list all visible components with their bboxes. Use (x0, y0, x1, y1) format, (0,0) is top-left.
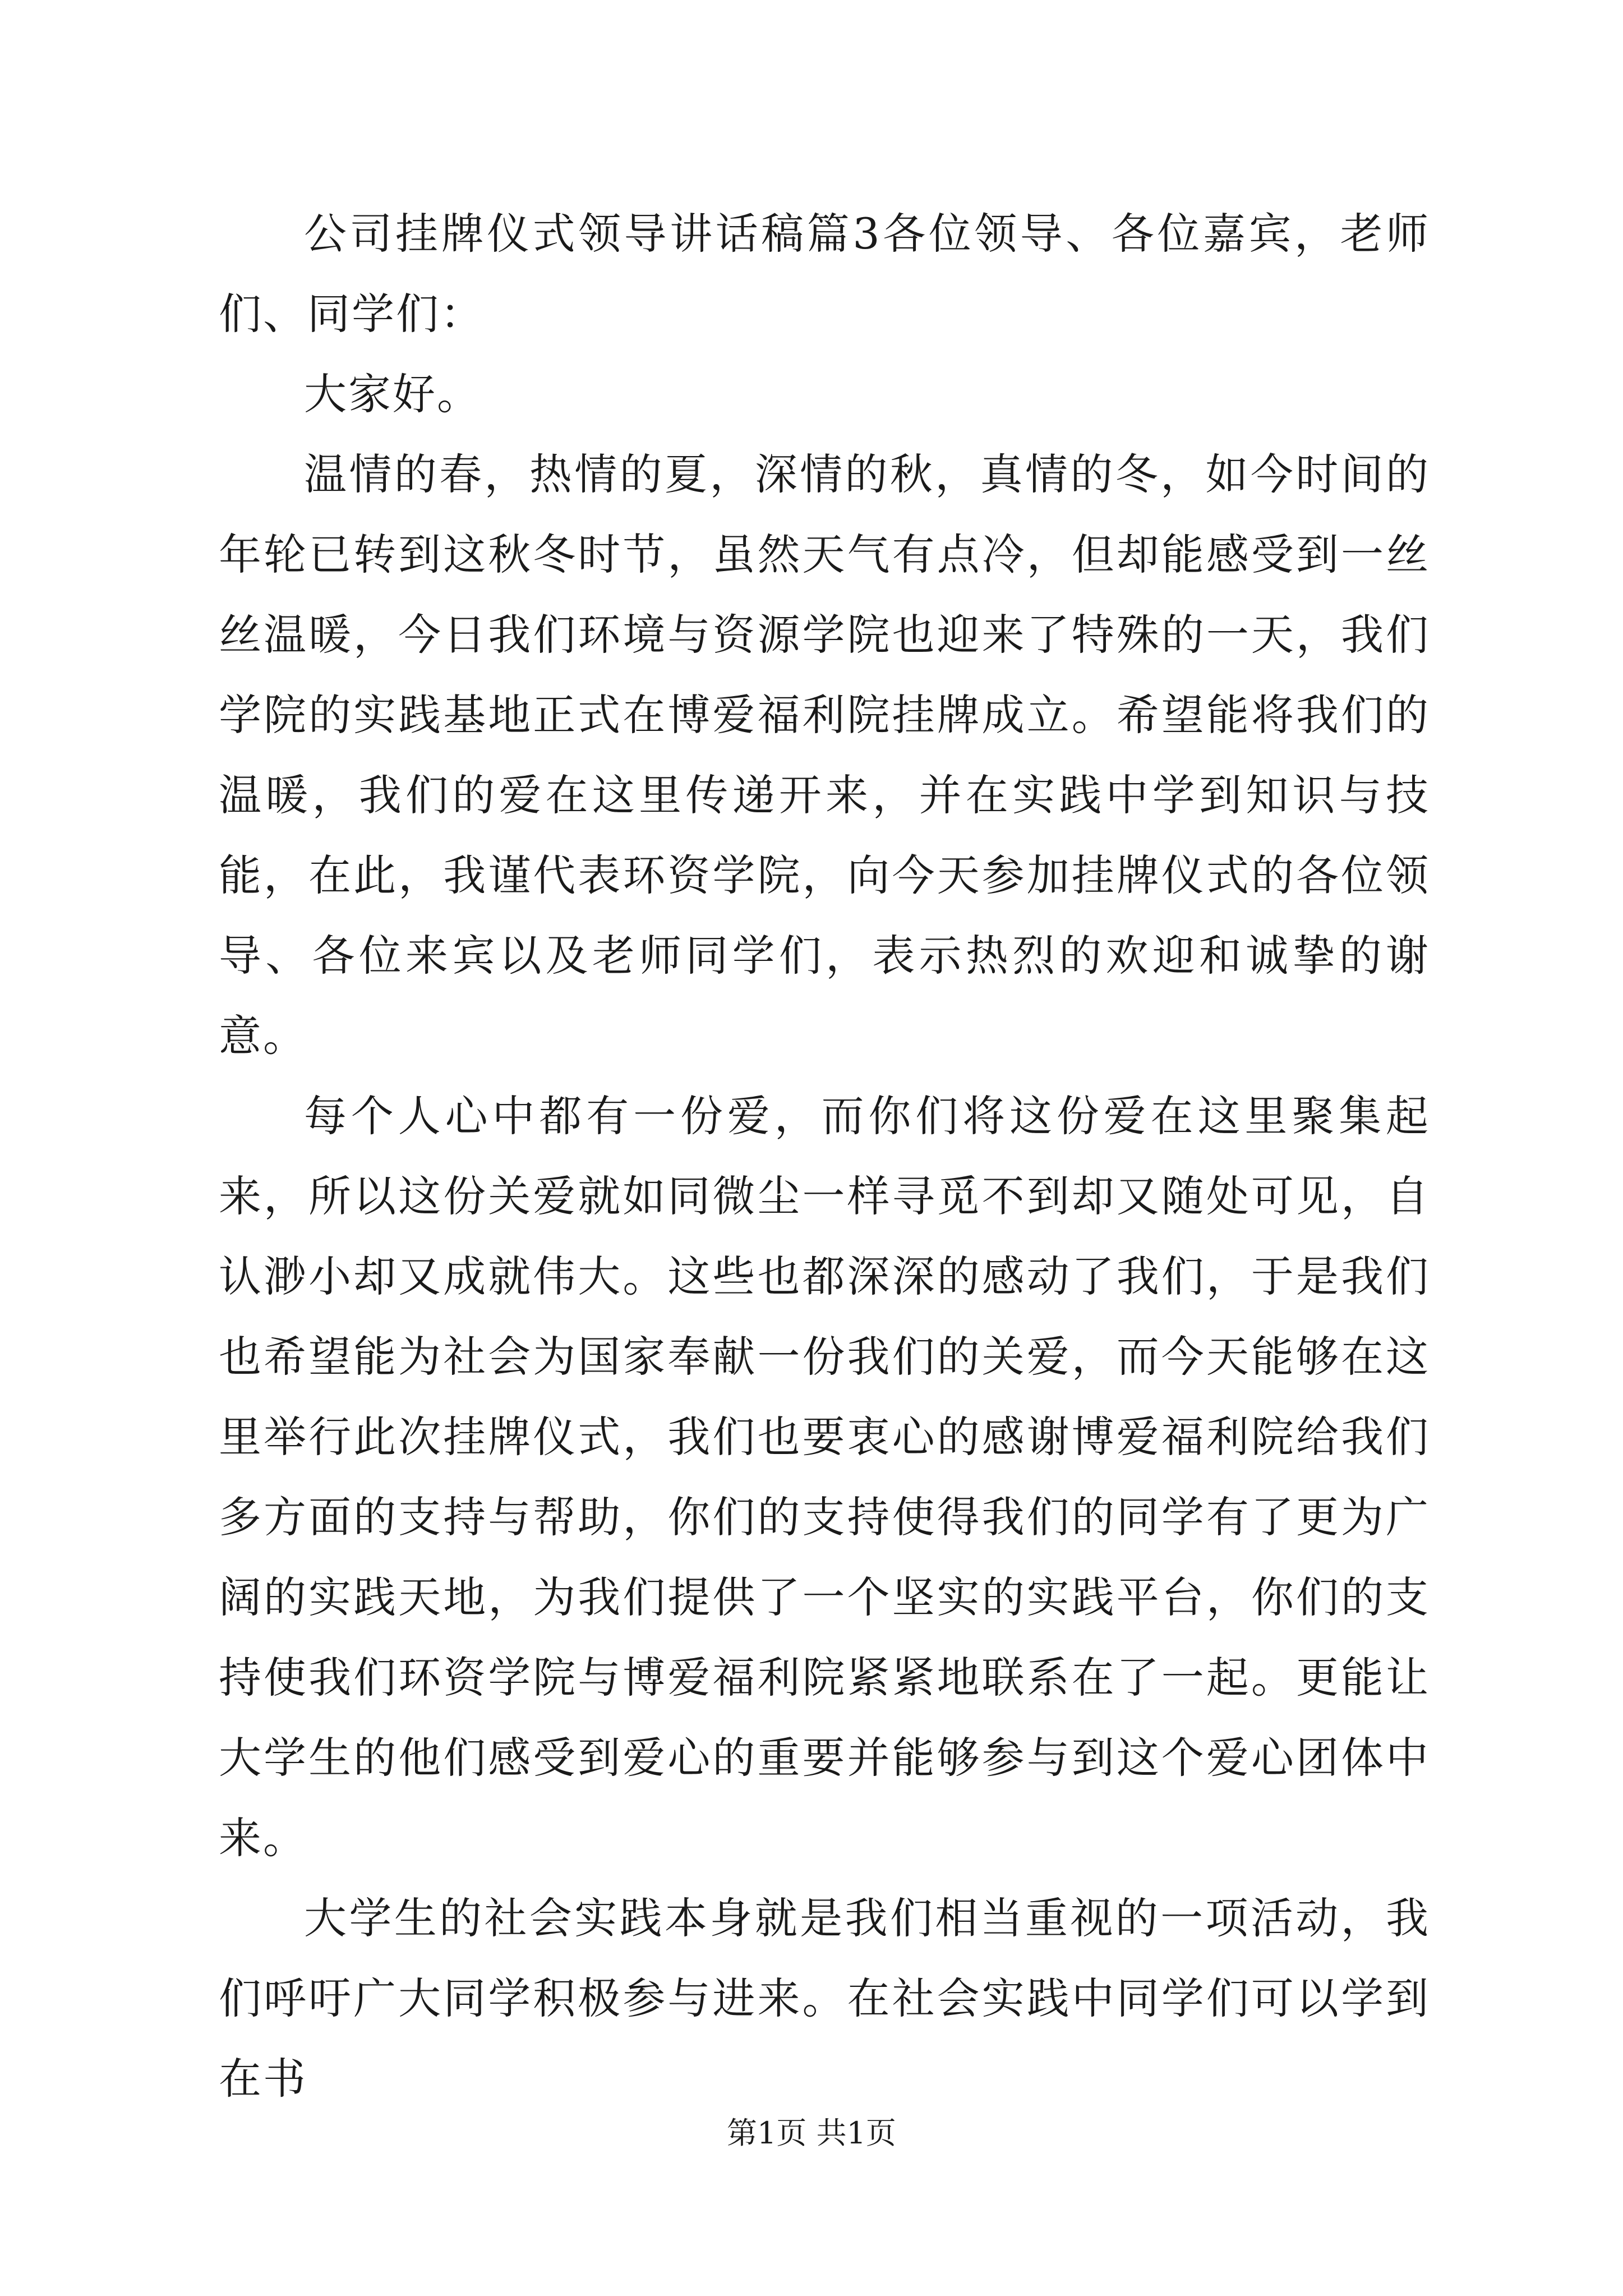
document-body (219, 194, 1430, 2119)
paragraph-title-greeting: 公司挂牌仪式领导讲话稿篇3各位领导、各位嘉宾，老师们、同学们： (219, 209, 1430, 339)
page-footer: 第1页 共1页 (727, 2115, 896, 2151)
paragraph-seasons: 温情的春，热情的夏，深情的秋，真情的冬，如今时间的年轮已转到这秋冬时节，虽然天气有点冷，但却能感受到一丝丝温暖，今日我们环境与资源学院也迎来了特殊的一天，我们学院的实践基地正式在博爱福利院挂牌成立。希望能将我们的温暖，我们的爱在这里传递开来，并在实践中学到知识与技能，在此，我谨代表环资学院，向今天参加挂牌仪式的各位领导、各位来宾以及老师同学们，表示热烈的欢迎和诚挚的谢意。 (219, 449, 1430, 1061)
paragraph-practice: 大学生的社会实践本身就是我们相当重视的一项活动，我们呼吁广大同学积极参与进来。在社会实践中同学们可以学到在书 (219, 1893, 1430, 2104)
paragraph-love: 每个人心中都有一份爱，而你们将这份爱在这里聚集起来，所以这份关爱就如同微尘一样寻觅不到却又随处可见，自认渺小却又成就伟大。这些也都深深的感动了我们，于是我们也希望能为社会为国家奉献一份我们的关爱，而今天能够在这里举行此次挂牌仪式，我们也要衷心的感谢博爱福利院给我们多方面的支持与帮助，你们的支持使得我们的同学有了更为广阔的实践天地，为我们提供了一个坚实的实践平台，你们的支持使我们环资学院与博爱福利院紧紧地联系在了一起。更能让大学生的他们感受到爱心的重要并能够参与到这个爱心团体中来。 (219, 1091, 1430, 1863)
paragraph-hello: 大家好。 (304, 369, 481, 419)
